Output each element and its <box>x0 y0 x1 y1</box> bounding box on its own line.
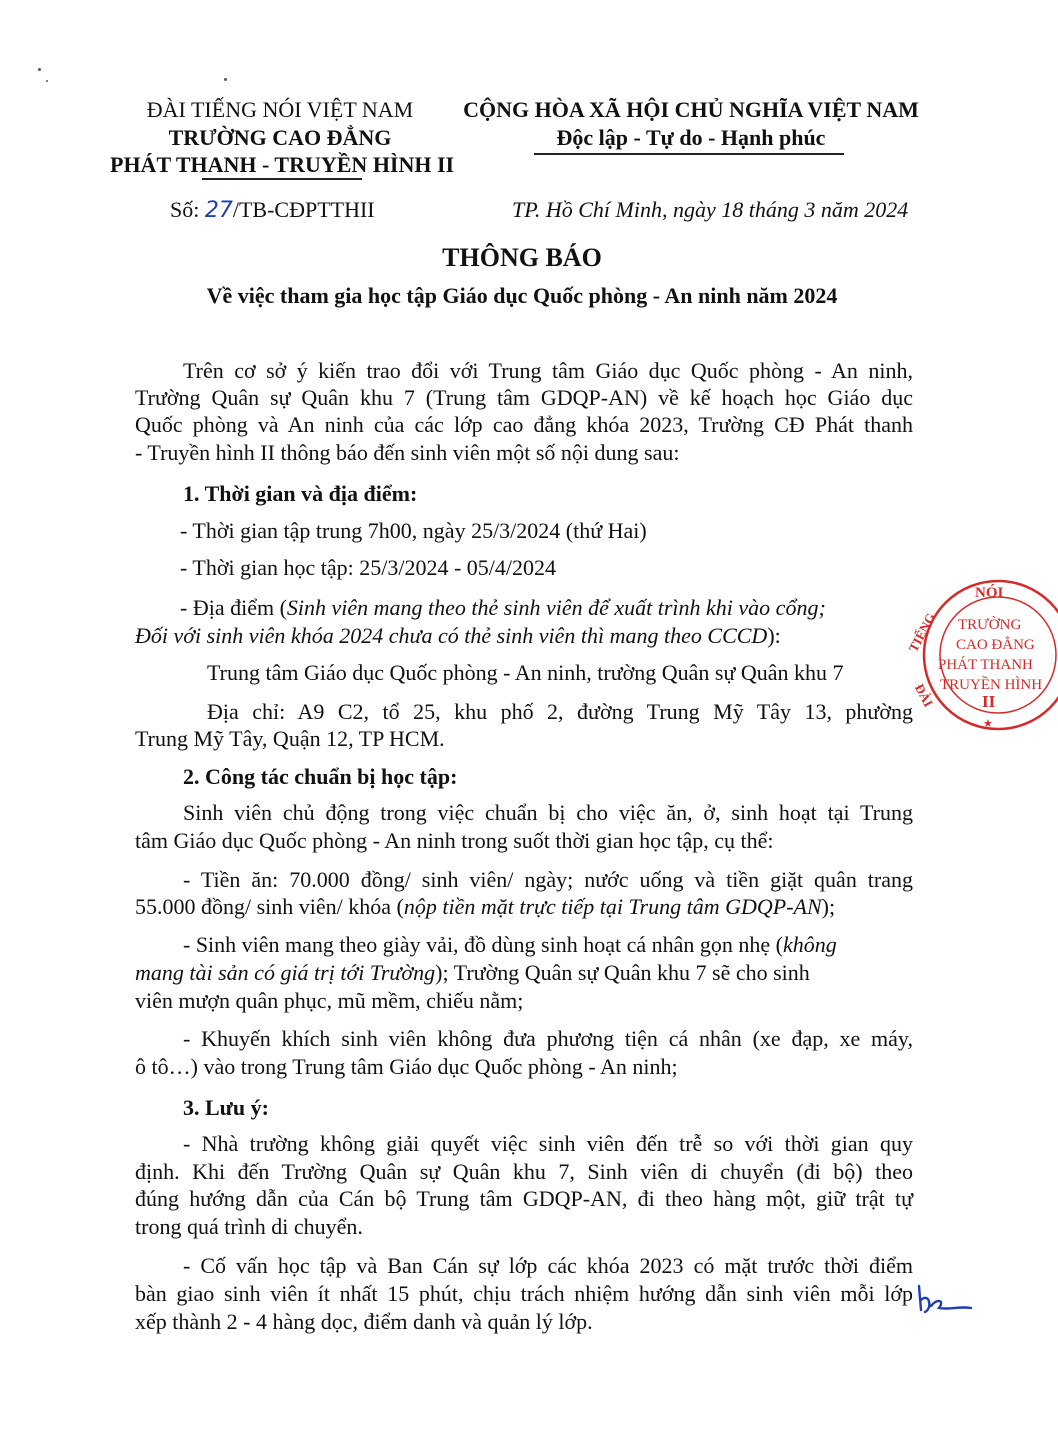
fee-end: ); <box>821 894 836 919</box>
section1-address-line1: Địa chỉ: A9 C2, tổ 25, khu phố 2, đường Trung Mỹ Tây 13, phường <box>207 699 913 724</box>
section2-p2-line1: - Tiền ăn: 70.000 đồng/ sinh viên/ ngày; nước uống và tiền giặt quân trang <box>183 867 913 892</box>
section3-p2-line3: xếp thành 2 - 4 hàng dọc, điểm danh và quản lý lớp. <box>135 1309 593 1334</box>
intro-line-4: - Truyền hình II thông báo đến sinh viên một số nội dung sau: <box>135 440 680 465</box>
official-stamp <box>898 575 1058 735</box>
section2-p1-line2: tâm Giáo dục Quốc phòng - An ninh trong suốt thời gian học tập, cụ thể: <box>135 828 774 853</box>
stamp-inner-ring <box>940 597 1056 713</box>
location-note-2: Đối với sinh viên khóa 2024 chưa có thẻ sinh viên thì mang theo CCCD <box>135 623 768 648</box>
handwritten-initial <box>915 1280 975 1320</box>
section1-time-gather: - Thời gian tập trung 7h00, ngày 25/3/2024 (thứ Hai) <box>180 518 647 543</box>
section2-p1-line1: Sinh viên chủ động trong việc chuẩn bị cho việc ăn, ở, sinh hoạt tại Trung <box>183 800 913 825</box>
document-title: THÔNG BÁO <box>442 243 602 272</box>
section3-heading: 3. Lưu ý: <box>183 1095 269 1120</box>
location-note-1: Sinh viên mang theo thẻ sinh viên để xuất trình khi vào cổng; <box>286 595 826 620</box>
items-continued: ); Trường Quân sự Quân khu 7 sẽ cho sinh <box>435 960 810 985</box>
scan-speck <box>38 68 41 71</box>
location-prefix: - Địa điểm ( <box>180 595 287 620</box>
intro-line-2: Trường Quân sự Quân khu 7 (Trung tâm GDQP-AN) về kế hoạch học Giáo dục <box>135 385 913 410</box>
items-note-end: mang tài sản có giá trị tới Trường <box>135 960 436 985</box>
section1-location-line1 <box>180 595 826 621</box>
section3-p1-line3: đúng hướng dẫn của Cán bộ Trung tâm GDQP-AN, đi theo hàng một, giữ trật tự <box>135 1186 913 1211</box>
section3-p1-line4: trong quá trình di chuyển. <box>135 1214 363 1239</box>
stamp-text-top: NÓI <box>975 585 1004 601</box>
scan-speck <box>224 78 227 81</box>
document-subtitle: Về việc tham gia học tập Giáo dục Quốc phòng - An ninh năm 2024 <box>206 283 838 308</box>
section2-p2-line2 <box>135 894 835 920</box>
stamp-star-icon: ★ <box>983 717 993 730</box>
school-name-line1: TRƯỜNG CAO ĐẲNG <box>168 125 392 150</box>
section1-heading: 1. Thời gian và địa điểm: <box>183 481 418 506</box>
place-and-date: TP. Hồ Chí Minh, ngày 18 tháng 3 năm 2024 <box>512 197 909 222</box>
document-number <box>170 197 375 224</box>
section3-p2-line1: - Cố vấn học tập và Ban Cán sự lớp các khóa 2023 có mặt trước thời điểm <box>183 1253 913 1278</box>
stamp-text-bottom: ĐÀI <box>911 681 937 710</box>
stamp-line-1: TRƯỜNG <box>958 617 1022 633</box>
fee-text: 55.000 đồng/ sinh viên/ khóa ( <box>135 894 404 919</box>
intro-line-1: Trên cơ sở ý kiến trao đổi với Trung tâm Giáo dục Quốc phòng - An ninh, <box>183 358 913 383</box>
section2-p4-line1: - Khuyến khích sinh viên không đưa phương tiện cá nhân (xe đạp, xe máy, <box>183 1026 913 1051</box>
section2-heading: 2. Công tác chuẩn bị học tập: <box>183 764 458 789</box>
handwritten-number: 27 <box>204 198 233 223</box>
items-note-start: không <box>783 932 837 957</box>
national-title: CỘNG HÒA XÃ HỘI CHỦ NGHĨA VIỆT NAM <box>463 97 919 122</box>
agency-name: ĐÀI TIẾNG NÓI VIỆT NAM <box>146 97 414 122</box>
intro-line-3: Quốc phòng và An ninh của các lớp cao đẳng khóa 2023, Trường CĐ Phát thanh <box>135 412 913 437</box>
school-name-line2: PHÁT THANH - TRUYỀN HÌNH II <box>110 152 455 177</box>
section2-p3-line3: viên mượn quân phục, mũ mềm, chiếu nằm; <box>135 988 524 1013</box>
location-note-end: ): <box>767 623 781 648</box>
section1-time-study: - Thời gian học tập: 25/3/2024 - 05/4/2024 <box>180 555 557 580</box>
stamp-text-left: TIẾNG <box>905 610 939 655</box>
national-motto: Độc lập - Tự do - Hạnh phúc <box>556 125 826 150</box>
initial-stroke <box>919 1286 971 1312</box>
motto-underline <box>534 153 844 155</box>
section1-venue: Trung tâm Giáo dục Quốc phòng - An ninh, trường Quân sự Quân khu 7 <box>207 660 844 685</box>
items-text: - Sinh viên mang theo giày vải, đồ dùng sinh hoạt cá nhân gọn nhẹ ( <box>183 932 783 957</box>
section3-p2-line2: bàn giao sinh viên ít nhất 15 phút, chịu trách nhiệm hướng dẫn sinh viên mỗi lớp <box>135 1281 913 1306</box>
stamp-line-4: TRUYỀN HÌNH <box>940 677 1043 693</box>
section3-p1-line1: - Nhà trường không giải quyết việc sinh viên đến trễ so với thời gian quy <box>183 1131 913 1156</box>
section1-location-line2 <box>135 623 781 649</box>
document-number-suffix: /TB-CĐPTTHII <box>232 197 375 222</box>
fee-note: nộp tiền mặt trực tiếp tại Trung tâm GDQP-AN <box>403 894 822 919</box>
left-header-underline <box>202 178 362 180</box>
stamp-line-2: CAO ĐẲNG <box>956 637 1035 653</box>
section1-address-line2: Trung Mỹ Tây, Quận 12, TP HCM. <box>135 726 445 751</box>
scan-speck <box>46 80 48 82</box>
stamp-line-5: II <box>982 692 996 711</box>
section2-p3-line1 <box>183 932 837 958</box>
section3-p1-line2: định. Khi đến Trường Quân sự Quân khu 7, Sinh viên di chuyển (đi bộ) theo <box>135 1159 913 1184</box>
section2-p4-line2: ô tô…) vào trong Trung tâm Giáo dục Quốc phòng - An ninh; <box>135 1054 678 1079</box>
document-number-prefix: Số: <box>170 197 205 222</box>
section2-p3-line2 <box>135 960 810 986</box>
stamp-line-3: PHÁT THANH <box>938 657 1033 673</box>
